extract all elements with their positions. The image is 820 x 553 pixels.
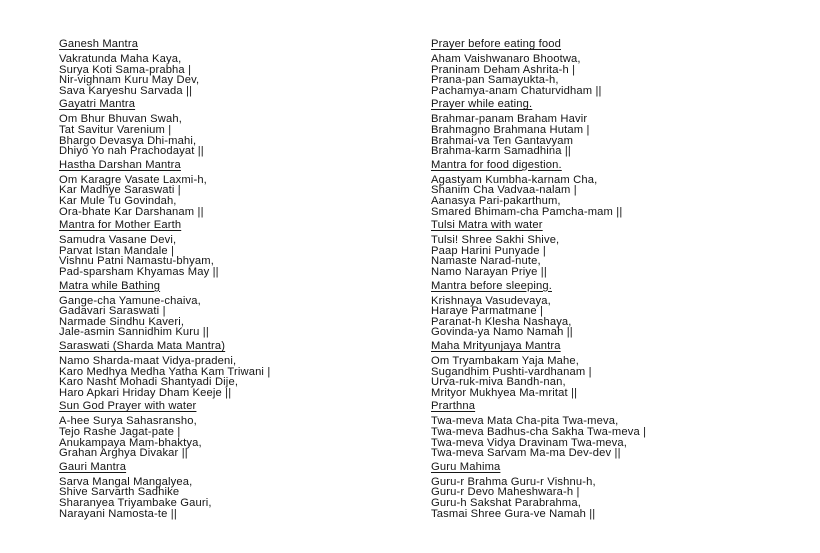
verse-line: Nir-vighnam Kuru May Dev, xyxy=(59,74,200,87)
verse-line: Surya Koti Sama-prabha | xyxy=(59,63,192,76)
verse-line: Brahma-karm Samadhina || xyxy=(431,145,571,158)
section-title: Gauri Mantra xyxy=(59,460,127,473)
verse-line: Gange-cha Yamune-chaiva, xyxy=(59,294,201,307)
verse-lines xyxy=(431,54,791,96)
verse-lines xyxy=(59,114,399,156)
mantra-section xyxy=(59,460,399,520)
section-title: Ganesh Mantra xyxy=(59,38,139,50)
mantra-section xyxy=(59,399,399,459)
verse-line: Dhiyo Yo nah Prachodayat || xyxy=(59,145,204,158)
mantra-section xyxy=(431,399,791,459)
verse-line: Sava Karyeshu Sarvada || xyxy=(59,84,193,97)
mantra-section xyxy=(431,279,791,339)
verse-line: Haro Apkari Hriday Dham Keeje || xyxy=(59,386,232,399)
section-title: Guru Mahima xyxy=(431,460,501,473)
section-title: Saraswati (Sharda Mata Mantra) xyxy=(59,339,226,352)
verse-line: Gadavari Saraswati | xyxy=(59,305,166,318)
verse-line: Grahan Arghya Divakar || xyxy=(59,447,188,460)
verse-line: Paap Harini Punyade | xyxy=(431,244,546,257)
verse-lines xyxy=(59,175,399,217)
verse-lines xyxy=(431,114,791,156)
mantra-section xyxy=(431,218,791,278)
mantra-section xyxy=(431,97,791,157)
section-title: Gayatri Mantra xyxy=(59,98,136,111)
verse-line: Paranat-h Klesha Nashaya, xyxy=(431,315,572,328)
verse-line: Twa-meva Badhus-cha Sakha Twa-meva | xyxy=(431,425,647,438)
verse-line: Jale-asmin Sannidhim Kuru || xyxy=(59,326,209,339)
verse-line: Bhargo Devasya Dhi-mahi, xyxy=(59,134,197,147)
verse-line: Sharanyea Triyambake Gauri, xyxy=(59,496,212,509)
verse-lines xyxy=(431,296,791,338)
verse-line: Karo Medhya Medha Yatha Kam Triwani | xyxy=(59,365,271,378)
verse-lines xyxy=(59,477,399,519)
verse-line: Pachamya-anam Chaturvidham || xyxy=(431,84,602,97)
verse-line: Namaste Narad-nute, xyxy=(431,255,541,268)
verse-line: Parvat Istan Mandale | xyxy=(59,244,175,257)
verse-line: Shive Sarvarth Sadhike xyxy=(59,486,180,499)
section-title: Prayer before eating food xyxy=(431,38,562,50)
verse-line: Guru-r Brahma Guru-r Vishnu-h, xyxy=(431,475,596,488)
verse-line: Vakratunda Maha Kaya, xyxy=(59,53,182,65)
mantra-section xyxy=(59,97,399,157)
verse-line: Namo Narayan Priye || xyxy=(431,265,547,278)
section-title: Sun God Prayer with water xyxy=(59,400,197,413)
verse-line: Tulsi! Shree Sakhi Shive, xyxy=(431,234,560,247)
section-title: Mantra for food digestion. xyxy=(431,158,562,171)
verse-line: Tasmai Shree Gura-ve Namah || xyxy=(431,507,596,520)
verse-line: Vishnu Patni Namastu-bhyam, xyxy=(59,255,214,268)
verse-line: Praninam Deham Ashrita-h | xyxy=(431,63,576,76)
verse-lines xyxy=(431,477,791,519)
verse-line: Guru-h Sakshat Parabrahma, xyxy=(431,496,582,509)
verse-line: Krishnaya Vasudevaya, xyxy=(431,294,551,307)
mantra-section xyxy=(431,460,791,520)
mantra-section xyxy=(59,279,399,339)
verse-line: Twa-meva Sarvam Ma-ma Dev-dev || xyxy=(431,447,621,460)
section-title: Hastha Darshan Mantra xyxy=(59,158,181,171)
verse-line: A-hee Surya Sahasransho, xyxy=(59,415,197,428)
verse-line: Haraye Parmatmane | xyxy=(431,305,544,318)
verse-line: Ora-bhate Kar Darshanam || xyxy=(59,205,204,218)
verse-line: Samudra Vasane Devi, xyxy=(59,234,177,247)
left-column xyxy=(59,37,399,520)
section-title: Mantra before sleeping. xyxy=(431,279,552,292)
mantra-section xyxy=(431,37,791,97)
verse-line: Anukampaya Mam-bhaktya, xyxy=(59,436,202,449)
section-title: Prarthna xyxy=(431,400,476,413)
verse-line: Twa-meva Mata Cha-pita Twa-meva, xyxy=(431,415,619,428)
verse-lines xyxy=(59,296,399,338)
verse-line: Narayani Namosta-te || xyxy=(59,507,177,520)
verse-line: Brahmagno Brahmana Hutam | xyxy=(431,123,590,136)
verse-line: Pad-sparsham Khyamas May || xyxy=(59,265,219,278)
verse-lines xyxy=(431,356,791,398)
verse-line: Prana-pan Samayukta-h, xyxy=(431,74,559,87)
mantra-section xyxy=(59,37,399,97)
verse-lines xyxy=(431,416,791,458)
verse-line: Kar Madhye Saraswati | xyxy=(59,184,181,197)
verse-lines xyxy=(431,235,791,277)
verse-line: Aanasya Pari-pakarthum, xyxy=(431,194,561,207)
section-title: Maha Mrityunjaya Mantra xyxy=(431,339,561,352)
verse-line: Sarva Mangal Mangalyea, xyxy=(59,475,193,488)
verse-line: Aham Vaishwanaro Bhootwa, xyxy=(431,53,581,65)
mantra-section xyxy=(59,339,399,399)
verse-line: Shanim Cha Vadvaa-nalam | xyxy=(431,184,577,197)
verse-line: Karo Nasht Mohadi Shantyadi Dije, xyxy=(59,376,239,389)
mantra-section xyxy=(59,158,399,218)
verse-line: Namo Sharda-maat Vidya-pradeni, xyxy=(59,354,237,367)
verse-line: Twa-meva Vidya Dravinam Twa-meva, xyxy=(431,436,628,449)
verse-line: Tejo Rashe Jagat-pate | xyxy=(59,425,181,438)
verse-line: Agastyam Kumbha-karnam Cha, xyxy=(431,173,598,186)
verse-lines xyxy=(59,356,399,398)
mantra-section xyxy=(59,218,399,278)
verse-line: Brahmar-panam Braham Havir xyxy=(431,113,588,126)
verse-line: Narmade Sindhu Kaveri, xyxy=(59,315,185,328)
right-column xyxy=(431,37,791,520)
verse-lines xyxy=(59,416,399,458)
verse-line: Om Karagre Vasate Laxmi-h, xyxy=(59,173,207,186)
verse-line: Tat Savitur Varenium | xyxy=(59,123,172,136)
verse-line: Smared Bhimam-cha Pamcha-mam || xyxy=(431,205,623,218)
section-title: Prayer while eating. xyxy=(431,98,533,111)
verse-line: Kar Mule Tu Govindah, xyxy=(59,194,177,207)
verse-line: Sugandhim Pushti-vardhanam | xyxy=(431,365,592,378)
verse-line: Guru-r Devo Maheshwara-h | xyxy=(431,486,580,499)
verse-lines xyxy=(431,175,791,217)
verse-line: Om Tryambakam Yaja Mahe, xyxy=(431,354,580,367)
section-title: Matra while Bathing xyxy=(59,279,161,292)
mantra-section xyxy=(431,339,791,399)
verse-line: Urva-ruk-miva Bandh-nan, xyxy=(431,376,566,389)
mantra-section xyxy=(431,158,791,218)
verse-lines xyxy=(59,54,399,96)
section-title: Tulsi Matra with water xyxy=(431,219,543,232)
verse-line: Om Bhur Bhuvan Swah, xyxy=(59,113,183,126)
verse-lines xyxy=(59,235,399,277)
section-title: Mantra for Mother Earth xyxy=(59,219,182,232)
verse-line: Govinda-ya Namo Namah || xyxy=(431,326,573,339)
verse-line: Brahmai-va Ten Gantavyam xyxy=(431,134,574,147)
verse-line: Mrityor Mukhyea Ma-mritat || xyxy=(431,386,578,399)
